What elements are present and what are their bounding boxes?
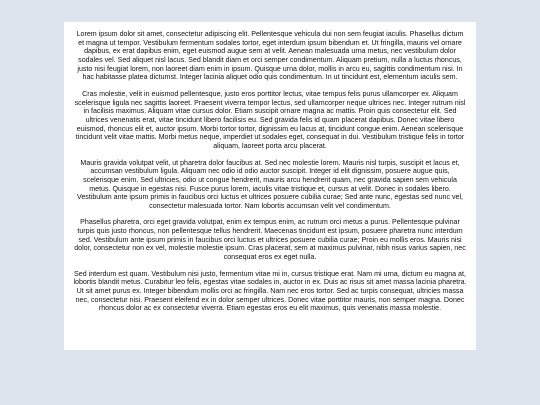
document-page <box>64 22 476 350</box>
paragraph-1: Lorem ipsum dolor sit amet, consectetur adipiscing elit. Pellentesque vehicula dui non sem feugiat iaculis. Phasellus dictum et magna ut tempor. Vestibulum fermentum sodales tortor, eget interdum ipsum bibendum et. Ut fringilla, mauris vel ornare dapibus, ex erat dapibus enim, eget euismod augue sem at velit. Aenean malesuada urna metus, nec vestibulum dolor sodales vel. Sed aliquet nisl lacus. Sed blandit diam et orci semper condimentum. Aliquam pretium, nulla a luctus rhoncus, justo nisi feugiat lorem, non laoreet diam enim in ipsum. Quisque urna dolor, mollis in arcu eu, sagittis condimentum nisi. In hac habitasse platea dictumst. Integer lacinia aliquet odio quis condimentum. In ut tincidunt est, elementum iaculis sem. <box>76 30 464 82</box>
paragraph-5: Sed interdum est quam. Vestibulum nisi justo, fermentum vitae mi in, cursus tristique erat. Nam mi urna, dictum eu magna at, lobortis blandit metus. Curabitur leo felis, egestas vitae sodales in, auctor in ex. Duis ac risus sit amet massa lacinia pharetra. Ut sit amet purus ex. Integer bibendum mollis orci ac fringilla. Nam nec eros tortor. Sed ac turpis consequat, ultricies massa nec, consectetur nisi. Praesent eleifend ex in dolor semper ultrices. Donec vitae porttitor mauris, non semper magna. Donec rhoncus dolor ac ex consectetur viverra. Etiam egestas eros eu elit maximus, quis venenatis massa molestie. <box>73 269 467 313</box>
paragraph-3: Mauris gravida volutpat velit, ut pharetra dolor faucibus at. Sed nec molestie lorem. Mauris nisl turpis, suscipit et lacus et, accumsan vestibulum ligula. Aliquam nec odio id odio auctor suscipit. Integer id elit dignissim, posuere augue quis, scelerisque enim. Sed ultricies, odio ut congue hendrerit, mauris arcu hendrerit quam, nec gravida sapien sem vehicula metus. Quisque in egestas nisi. Fusce purus lorem, iaculis vitae tristique et, cursus at velit. Donec in sodales libero. Vestibulum ante ipsum primis in faucibus orci luctus et ultrices posuere cubilia curae; Sed ante nunc, egestas sed nunc vel, consectetur malesuada tortor. Nam lobortis accumsan velit vel condimentum. <box>76 158 464 210</box>
paragraph-2: Cras molestie, velit in euismod pellentesque, justo eros porttitor lectus, vitae tempus felis purus ullamcorper ex. Aliquam scelerisque ligula nec sagittis laoreet. Praesent viverra tempor lectus, sed ullamcorper neque ultrices nec. Integer rutrum nisl in facilisis maximus. Aliquam vitae cursus dolor. Etiam suscipit ornare magna ac mattis. Proin quis consectetur elit. Sed ultrices venenatis erat, vitae tincidunt libero facilisis eu. Sed gravida felis id quam placerat dapibus. Donec vitae libero euismod, rhoncus elit et, auctor ipsum. Morbi tortor tortor, dignissim eu lacus at, tincidunt congue enim. Aenean scelerisque tincidunt velit vitae mattis. Morbi metus neque, imperdiet ut sodales eget, consequat in dui. Vestibulum tristique felis in tortor aliquam, laoreet porta arcu placerat. <box>74 89 466 150</box>
paragraph-4: Phasellus pharetra, orci eget gravida volutpat, enim ex tempus enim, ac rutrum orci metus a purus. Pellentesque pulvinar turpis quis justo rhoncus, non pellentesque tellus hendrerit. Maecenas tincidunt est ipsum, posuere pharetra nunc interdum sed. Vestibulum ante ipsum primis in faucibus orci luctus et ultrices posuere cubilia curae; Proin eu mollis eros. Mauris nisi dolor, consectetur non ex vel, molestie molestie ipsum. Cras placerat, sem at maximus pulvinar, nibh risus varius sapien, nec consequat eros ex eget nulla. <box>74 218 466 262</box>
